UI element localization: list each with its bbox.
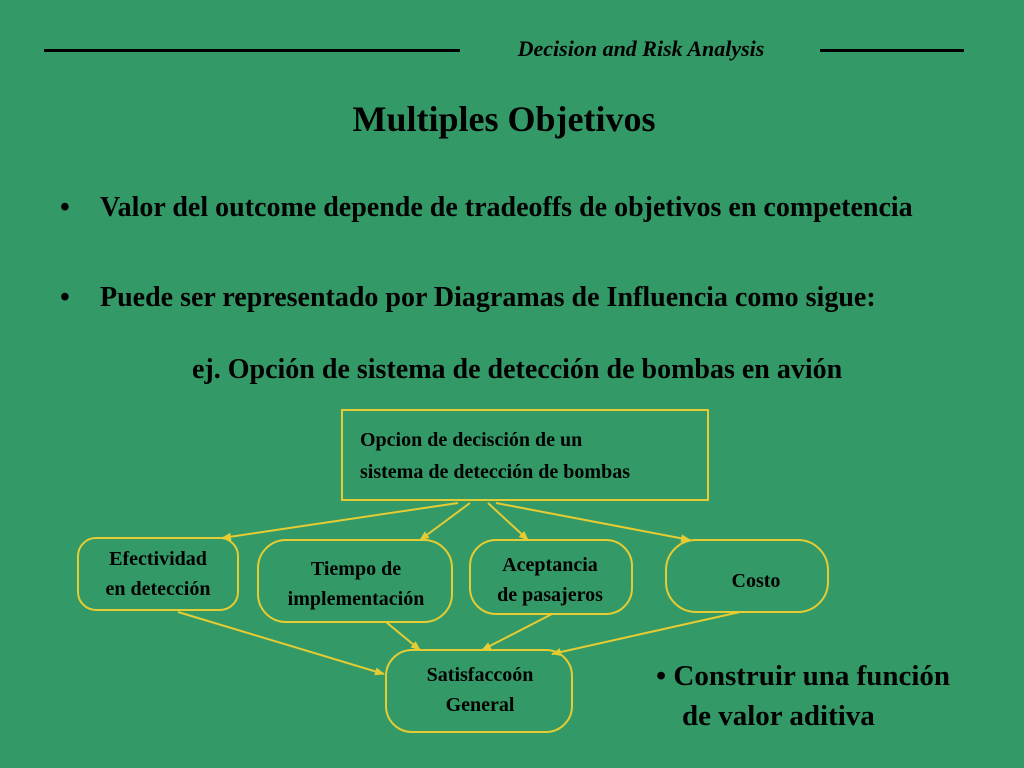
objective-label-line2: implementación	[287, 588, 425, 610]
objective-label-tiempo	[262, 554, 450, 614]
bullet-text: Valor del outcome depende de tradeoffs de objetivos en competencia	[100, 192, 913, 223]
arrow-aceptancia-to-satisfaccion	[482, 614, 552, 650]
footer-bullet-line2: de valor aditiva	[682, 700, 875, 732]
footer-bullet	[656, 656, 950, 736]
objective-label-line1: Tiempo de	[310, 558, 402, 580]
footer-bullet-marker: •	[656, 660, 667, 692]
bullet-marker: •	[60, 192, 70, 223]
objective-label-line2: en detección	[105, 578, 211, 600]
objective-label-aceptancia	[472, 550, 628, 610]
arrow-decision-to-efectividad	[222, 503, 458, 538]
objective-label-efectividad	[82, 544, 234, 604]
bullet-text: Puede ser representado por Diagramas de Influencia como sigue:	[100, 282, 876, 313]
arrow-tiempo-to-satisfaccion	[386, 622, 420, 650]
footer-bullet-line1: Construir una función	[673, 660, 951, 692]
objective-label-line2: de pasajeros	[497, 584, 603, 606]
objective-label-line1: Aceptancia	[502, 554, 598, 576]
decision-node-label	[360, 424, 630, 488]
arrow-decision-to-tiempo	[420, 503, 470, 540]
header-title: Decision and Risk Analysis	[517, 36, 765, 61]
bullet-marker: •	[60, 282, 70, 313]
objective-label-line1: Efectividad	[109, 548, 207, 570]
value-node-line1: Satisfaccoón	[426, 664, 534, 686]
value-node-label	[388, 660, 572, 720]
example-text: ej. Opción de sistema de detección de bombas en avión	[192, 354, 843, 385]
objective-label-line1: Costo	[731, 570, 781, 592]
objective-label-costo	[668, 566, 844, 596]
decision-node-line1: Opcion de decisción de un	[360, 429, 583, 451]
decision-node-line2: sistema de detección de bombas	[360, 461, 630, 483]
arrow-costo-to-satisfaccion	[552, 612, 740, 654]
arrow-decision-to-costo	[496, 503, 690, 540]
value-node-line2: General	[445, 694, 515, 716]
slide-title: Multiples Objetivos	[352, 99, 656, 139]
